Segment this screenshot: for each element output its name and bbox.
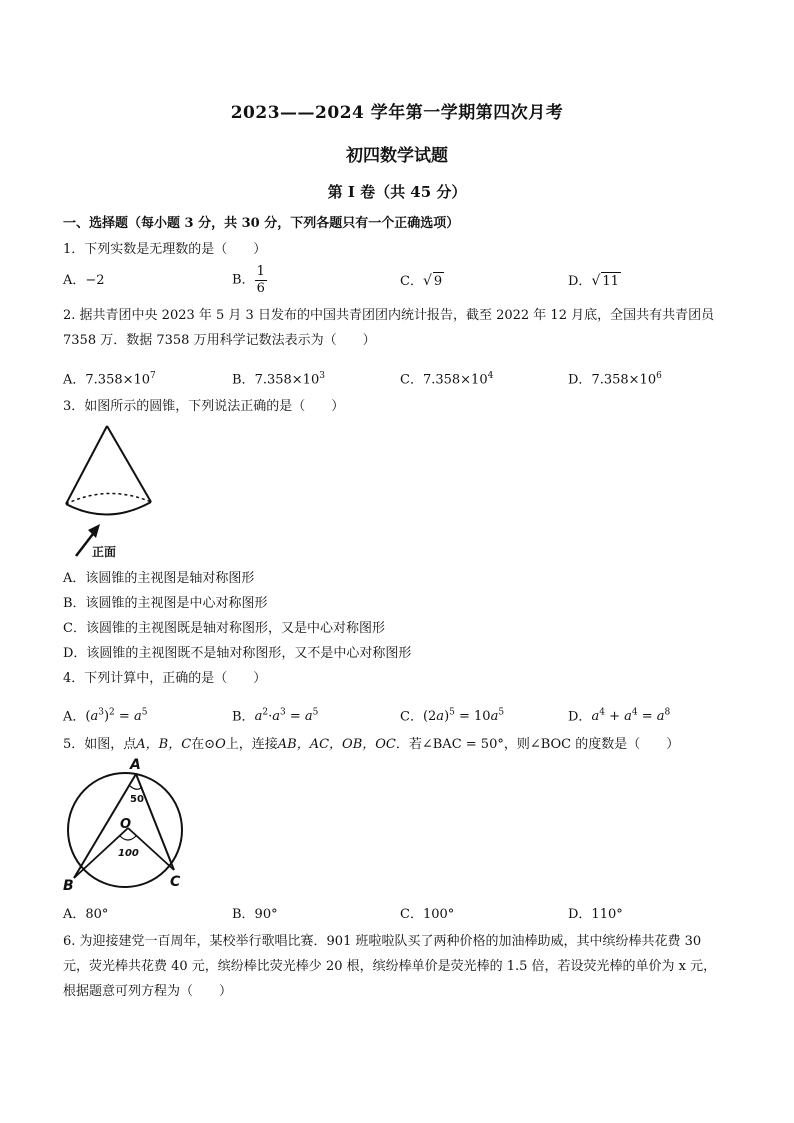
q6-stem-line1: 6. 为迎接建党一百周年，某校举行歌唱比赛．901 班啦啦队买了两种价格的加油棒助威，其中缤纷棒共花费 30 <box>63 934 702 949</box>
formula: $(2a)^5 = 10a^5$ <box>422 708 505 725</box>
q3-stem: 3．如图所示的圆锥，下列说法正确的是（ ） <box>63 399 345 414</box>
cone-base-back <box>66 493 151 504</box>
q3-option-d: D．该圆锥的主视图既不是轴对称图形，又不是中心对称图形 <box>63 646 412 661</box>
q4-option-a: A．$(a^3)^2 = a^5$ <box>63 708 148 725</box>
front-label: 正面 <box>92 545 117 559</box>
angle-o-label: 100 <box>118 848 139 859</box>
q5-stem: 5．如图，点A，B，C在⊙O上，连接AB，AC，OB，OC．若∠BAC = 50°，则∠BOC 的度数是（ ） <box>63 737 680 752</box>
chord-ac <box>136 774 174 870</box>
cone-left-edge <box>66 426 107 504</box>
sqrt-symbol: √ <box>422 273 432 289</box>
cone-right-edge <box>107 426 151 502</box>
q5-option-d: D．110° <box>568 907 623 922</box>
cone-base-front <box>66 502 151 515</box>
section-heading: 一、选择题（每小题 3 分，共 30 分，下列各题只有一个正确选项） <box>63 216 460 231</box>
q1-option-b: B． $\frac{1}{6}$ <box>232 264 265 296</box>
angle-a-label: 50 <box>130 794 144 805</box>
point-b-label: B <box>63 878 74 894</box>
q2-option-c: C．$7.358\times 10^4$ <box>400 371 494 388</box>
circle-figure <box>60 756 190 894</box>
q2-option-a: A．$7.358\times 10^7$ <box>63 371 156 388</box>
q4-option-b: B．$a^2\cdot a^3 = a^5$ <box>232 708 319 725</box>
q1-stem: 1．下列实数是无理数的是（ ） <box>63 242 267 257</box>
exam-title: 2023——2024 学年第一学期第四次月考 <box>230 103 564 123</box>
q3-option-b: B．该圆锥的主视图是中心对称图形 <box>63 596 268 611</box>
q3-option-a: A．该圆锥的主视图是轴对称图形 <box>63 571 255 586</box>
formula: $a^2\cdot a^3 = a^5$ <box>254 708 319 725</box>
formula: $(a^3)^2 = a^5$ <box>85 708 148 725</box>
q2-option-d: D．$7.358\times 10^6$ <box>568 371 662 388</box>
q2-option-b: B．$7.358\times 10^3$ <box>232 371 325 388</box>
cone-figure <box>58 422 168 562</box>
q5-option-b: B．90° <box>232 907 278 922</box>
formula: $a^4 + a^4 = a^8$ <box>591 708 671 725</box>
sqrt-symbol: √ <box>591 273 601 289</box>
q1-option-d: D．√ 11 <box>568 273 619 289</box>
q3-option-c: C．该圆锥的主视图既是轴对称图形，又是中心对称图形 <box>63 621 385 636</box>
q4-option-d: D．$a^4 + a^4 = a^8$ <box>568 708 671 725</box>
arrowhead-icon <box>88 524 100 538</box>
q2-stem-line1: 2. 据共青团中央 2023 年 5 月 3 日发布的中国共青团团内统计报告，截至 2022 年 12 月底，全国共有共青团员 <box>63 308 715 323</box>
angle-arc-o <box>120 836 136 840</box>
point-a-label: A <box>130 757 141 773</box>
q4-stem: 4．下列计算中，正确的是（ ） <box>63 671 267 686</box>
q6-stem-line2: 元，荧光棒共花费 40 元，缤纷棒比荧光棒少 20 根，缤纷棒单价是荧光棒的 1.5 倍，若设荧光棒的单价为 x 元， <box>63 959 717 974</box>
q1-option-a: A．−2 <box>63 273 105 288</box>
exam-subtitle: 初四数学试题 <box>346 146 448 166</box>
q4-option-c: C．$(2a)^5 = 10a^5$ <box>400 708 505 725</box>
fraction: $\frac{1}{6}$ <box>256 264 265 296</box>
q2-stem-line2: 7358 万．数据 7358 万用科学记数法表示为（ ） <box>63 333 376 348</box>
point-c-label: C <box>170 874 181 890</box>
q1-option-c: C．√ 9 <box>400 273 443 289</box>
q5-option-a: A．80° <box>63 907 109 922</box>
point-o-label: O <box>120 817 132 832</box>
q6-stem-line3: 根据题意可列方程为（ ） <box>63 984 233 999</box>
volume-heading: 第 I 卷（共 45 分） <box>327 183 467 201</box>
q5-option-c: C．100° <box>400 907 455 922</box>
